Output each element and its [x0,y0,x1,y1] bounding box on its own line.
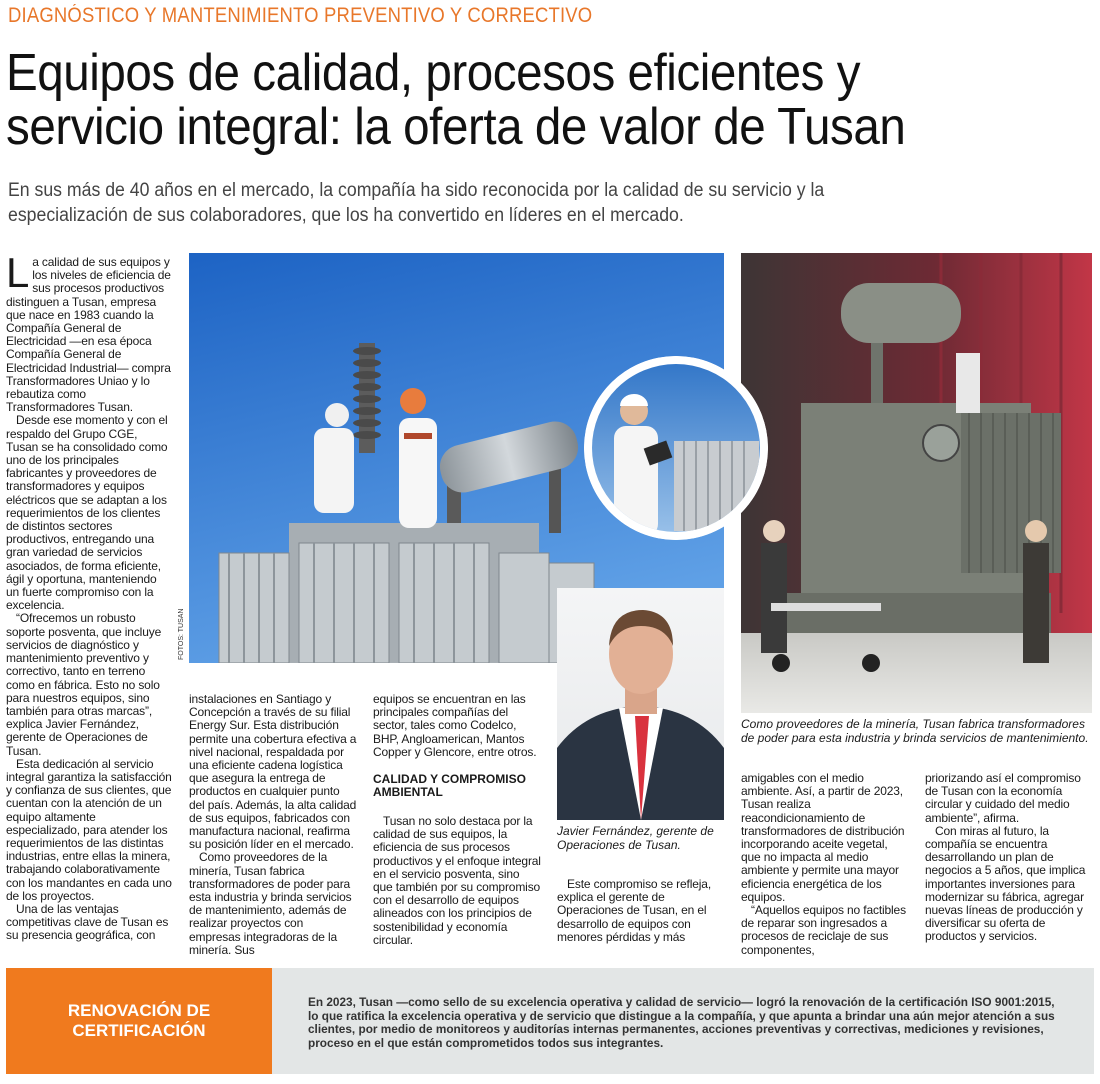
paragraph: equipos se encuentran en las principales compañías del sector, tales como Codelco, BHP, Angloamerican, Mantos Copper y Glencore, entre otros. [373,692,537,759]
certification-title-line-1: RENOVACIÓN DE [67,1001,211,1020]
subheading [373,773,541,799]
deck-line-2: especialización de sus colaboradores, que los ha convertido en líderes en el mercado. [8,205,684,226]
photo-factory-transformer [741,253,1092,713]
body-column-1 [6,249,172,943]
photo-credit: FOTOS: TUSAN [178,608,185,660]
paragraph: Una de las ventajas competitivas clave de Tusan es su presencia geográfica, con [6,901,169,943]
subheading-line-2: AMBIENTAL [373,785,443,800]
paragraph: priorizando así el compromiso de Tusan con la economía circular y cuidado del medio ambiente”, afirma. [925,771,1081,825]
certification-text: En 2023, Tusan —como sello de su excelencia operativa y calidad de servicio— logró la renovación de la certificación ISO 9001:2015, lo que ratifica la excelencia operativa y de servicio que distingue a la compañía, y que apunta a brindar una aún mejor atención a sus clientes, por medio de monitoreos y auditorías internas permanentes, acciones preventivas y correctivas, mediciones y revisiones, proceso en el que están comprometidos todos sus integrantes. [308,995,1055,1050]
deck [8,178,1012,228]
certification-box [272,968,1094,1074]
body-column-6 [925,772,1093,944]
paragraph: “Aquellos equipos no factibles de reparar son ingresados a procesos de reciclaje de sus componentes, [741,903,906,957]
certification-title-line-2: CERTIFICACIÓN [72,1021,206,1040]
body-column-3 [373,693,541,947]
body-column-2 [189,693,357,957]
section-label: DIAGNÓSTICO Y MANTENIMIENTO PREVENTIVO Y CORRECTIVO [8,4,593,27]
paragraph: Este compromiso se refleja, explica el gerente de Operaciones de Tusan, en el desarrollo de equipos con menores pérdidas y más [557,877,712,944]
photo-portrait [557,588,724,820]
paragraph: amigables con el medio ambiente. Así, a partir de 2023, Tusan realiza reacondicionamiento de transformadores de distribución incorporando aceite vegetal, que no impacta al medio ambiente y permite una mayor eficiencia energética de los equipos. [741,771,905,904]
body-column-4 [557,878,723,944]
deck-line-1: En sus más de 40 años en el mercado, la compañía ha sido reconocida por la calidad de su servicio y la [8,180,825,201]
dropcap: L [6,249,30,296]
paragraph [6,249,172,415]
paragraph: Como proveedores de la minería, Tusan fabrica transformadores de poder para esta industria y brinda servicios de mantenimiento, además de realizar proyectos con empresas integradoras de la minería. Sus [189,850,352,957]
headline-line-1: Equipos de calidad, procesos eficientes y [6,44,861,102]
paragraph: “Ofrecemos un robusto soporte posventa, que incluye servicios de diagnóstico y mantenimiento preventivo y correctivo, tanto en terreno como en fábrica. Esto no solo para nuestros equipos, sino también para otras marcas”, explica Javier Fernández, gerente de Operaciones de Tusan. [6,611,162,758]
paragraph: Esta dedicación al servicio integral garantiza la satisfacción y confianza de sus clientes, que cuentan con la atención de un equipo altamente especializado, para atender los requerimientos de las distintas industrias, entre ellas la minera, trabajando colaborativamente con los mandantes en cada uno de los proyectos. [6,756,172,903]
caption-factory: Como proveedores de la minería, Tusan fabrica transformadores de poder para esta industria y brinda servicios de mantenimiento. [741,717,1089,745]
certification-box-title [6,968,272,1074]
headline [6,46,1003,154]
headline-line-2: servicio integral: la oferta de valor de Tusan [6,98,906,156]
subheading-line-1: CALIDAD Y COMPROMISO [373,772,526,787]
caption-portrait: Javier Fernández, gerente de Operaciones de Tusan. [557,824,714,852]
paragraph: Desde ese momento y con el respaldo del Grupo CGE, Tusan se ha consolidado como uno de los principales fabricantes y proveedores de transformadores y equipos eléctricos que se adaptan a los requerimientos de los clientes de distintos sectores productivos, entregando una gran variedad de servicios asociados, de forma eficiente, ágil y oportuna, manteniendo un fuerte compromiso con la excelencia. [6,413,168,613]
paragraph: instalaciones en Santiago y Concepción a través de su filial Energy Sur. Esta distribución permite una cobertura efectiva a nivel nacional, respaldada por una eficiente cadena logística que asegura la entrega de productos en cualquier punto del país. Además, la alta calidad de sus equipos, fabricados con manufactura nacional, reafirma su posición líder en el mercado. [189,692,357,852]
photo-inspector-inset [584,356,768,540]
paragraph-text: a calidad de sus equipos y los niveles de eficiencia de sus procesos productivos distinguen a Tusan, empresa que nace en 1983 cuando la Compañía General de Electricidad —en esa época Compañía General de Electricidad Industrial— compra Transformadores Uniao y lo rebautiza como Transformadores Tusan. [6,255,171,415]
paragraph: Tusan no solo destaca por la calidad de sus equipos, la eficiencia de sus procesos productivos y el enfoque integral en el servicio posventa, sino que también por su compromiso con el desarrollo de equipos alineados con los principios de sostenibilidad y economía circular. [373,814,541,947]
paragraph: Con miras al futuro, la compañía se encuentra desarrollando un plan de negocios a 5 años, que implica importantes inversiones para modernizar su fábrica, agregar nuevas líneas de producción y diversificar su oferta de productos y servicios. [925,823,1086,944]
body-column-5 [741,772,909,957]
